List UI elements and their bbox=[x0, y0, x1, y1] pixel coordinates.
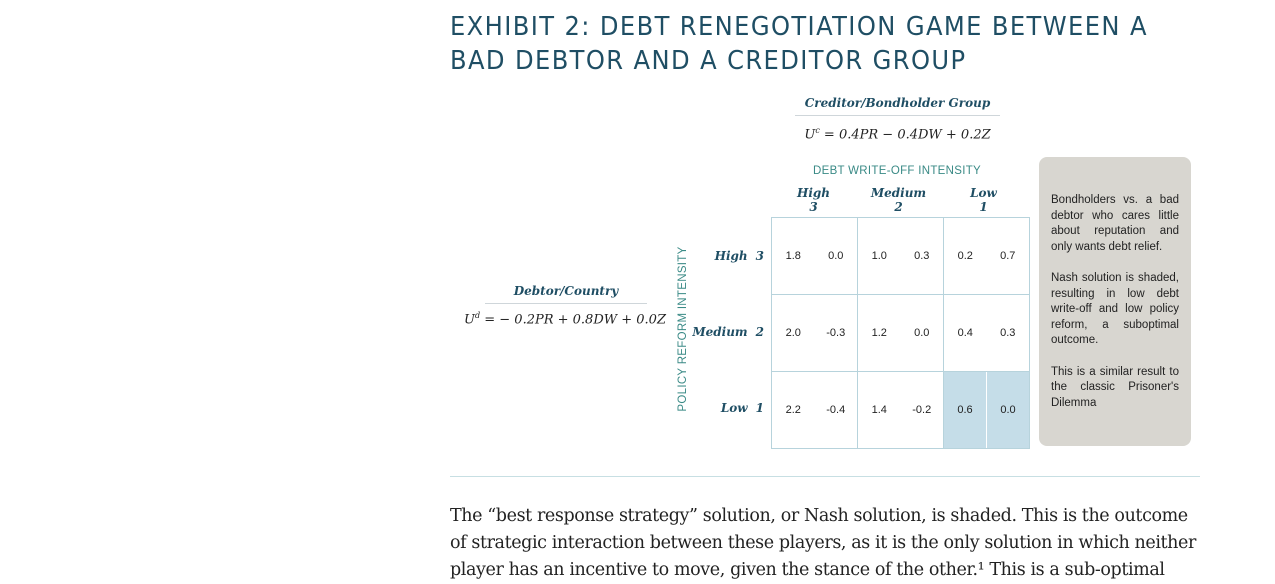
column-header-low bbox=[941, 186, 1026, 214]
row-header-value: 1 bbox=[755, 401, 764, 415]
x-axis-label: DEBT WRITE-OFF INTENSITY bbox=[813, 165, 981, 177]
column-header-value: 3 bbox=[809, 200, 818, 214]
column-header-label: Medium bbox=[870, 186, 927, 200]
debtor-payoff: 1.0 bbox=[871, 250, 887, 262]
creditor-payoff: -0.2 bbox=[912, 404, 932, 416]
explanation-note bbox=[1039, 157, 1191, 446]
payoff-row-high bbox=[772, 218, 1030, 295]
section-divider bbox=[450, 476, 1200, 477]
column-header-label: High bbox=[796, 186, 830, 200]
payoff-row-low bbox=[772, 372, 1030, 449]
payoff-matrix bbox=[771, 217, 1030, 449]
payoff-row-medium bbox=[772, 295, 1030, 372]
row-header-high bbox=[688, 249, 764, 263]
creditor-payoff: -0.3 bbox=[826, 327, 846, 339]
payoff-cell bbox=[772, 218, 858, 295]
creditor-payoff: 0.0 bbox=[914, 327, 930, 339]
debtor-payoff: 0.4 bbox=[957, 327, 973, 339]
row-header-medium bbox=[688, 325, 764, 339]
debtor-payoff: 2.2 bbox=[785, 404, 801, 416]
column-header-medium bbox=[856, 186, 941, 214]
creditor-payoff: -0.4 bbox=[826, 404, 846, 416]
creditor-payoff: 0.0 bbox=[986, 372, 1029, 448]
column-header-high bbox=[771, 186, 856, 214]
debtor-payoff: 0.2 bbox=[957, 250, 973, 262]
payoff-cell bbox=[944, 295, 1030, 372]
creditor-formula-rest: = 0.4PR − 0.4DW + 0.2Z bbox=[819, 127, 991, 143]
creditor-formula-sup: c bbox=[815, 126, 820, 135]
row-header-low bbox=[688, 401, 764, 415]
exhibit-title: EXHIBIT 2: DEBT RENEGOTIATION GAME BETWEEN A BAD DEBTOR AND A CREDITOR GROUP bbox=[450, 12, 1148, 76]
note-paragraph: Nash solution is shaded, resulting in low debt write-off and low policy reform, a suboptimal outcome. bbox=[1051, 271, 1179, 347]
nash-solution-cell bbox=[944, 372, 1030, 449]
y-axis-label: POLICY REFORM INTENSITY bbox=[677, 246, 689, 412]
creditor-utility-formula bbox=[790, 126, 1005, 142]
creditor-label: Creditor/Bondholder Group bbox=[795, 96, 1000, 116]
debtor-utility-formula bbox=[455, 311, 675, 327]
column-header-label: Low bbox=[970, 186, 997, 200]
payoff-cell bbox=[772, 295, 858, 372]
row-header-label: Low bbox=[720, 401, 748, 415]
creditor-payoff: 0.3 bbox=[1000, 327, 1016, 339]
debtor-formula-symbol: U bbox=[464, 312, 475, 328]
debtor-payoff: 1.4 bbox=[871, 404, 887, 416]
debtor-payoff: 2.0 bbox=[785, 327, 801, 339]
note-paragraph: This is a similar result to the classic Prisoner's Dilemma bbox=[1051, 365, 1179, 409]
debtor-formula-rest: = − 0.2PR + 0.8DW + 0.0Z bbox=[480, 312, 666, 328]
column-header-value: 1 bbox=[979, 200, 988, 214]
payoff-cell bbox=[858, 295, 944, 372]
payoff-cell bbox=[858, 372, 944, 449]
note-paragraph: Bondholders vs. a bad debtor who cares little about reputation and only wants debt relief. bbox=[1051, 194, 1179, 253]
debtor-payoff: 1.8 bbox=[785, 250, 801, 262]
row-header-label: Medium bbox=[692, 325, 748, 339]
payoff-cell bbox=[944, 218, 1030, 295]
row-header-label: High bbox=[714, 249, 748, 263]
row-header-value: 2 bbox=[755, 325, 764, 339]
body-paragraph: The “best response strategy” solution, or Nash solution, is shaded. This is the outcome of strategic interaction between these players, as it is the only solution in which neither player has an incentive to move, given the stance of the other.¹ This is a sub-optimal bbox=[450, 506, 1196, 580]
debtor-formula-sup: d bbox=[474, 311, 481, 320]
payoff-cell bbox=[858, 218, 944, 295]
payoff-cell bbox=[772, 372, 858, 449]
debtor-label: Debtor/Country bbox=[485, 284, 647, 304]
debtor-payoff: 0.6 bbox=[944, 372, 986, 448]
creditor-payoff: 0.3 bbox=[914, 250, 930, 262]
debtor-payoff: 1.2 bbox=[871, 327, 887, 339]
row-header-value: 3 bbox=[755, 249, 764, 263]
column-header-value: 2 bbox=[894, 200, 903, 214]
creditor-formula-symbol: U bbox=[804, 127, 816, 143]
creditor-payoff: 0.7 bbox=[1000, 250, 1016, 262]
creditor-payoff: 0.0 bbox=[828, 250, 844, 262]
